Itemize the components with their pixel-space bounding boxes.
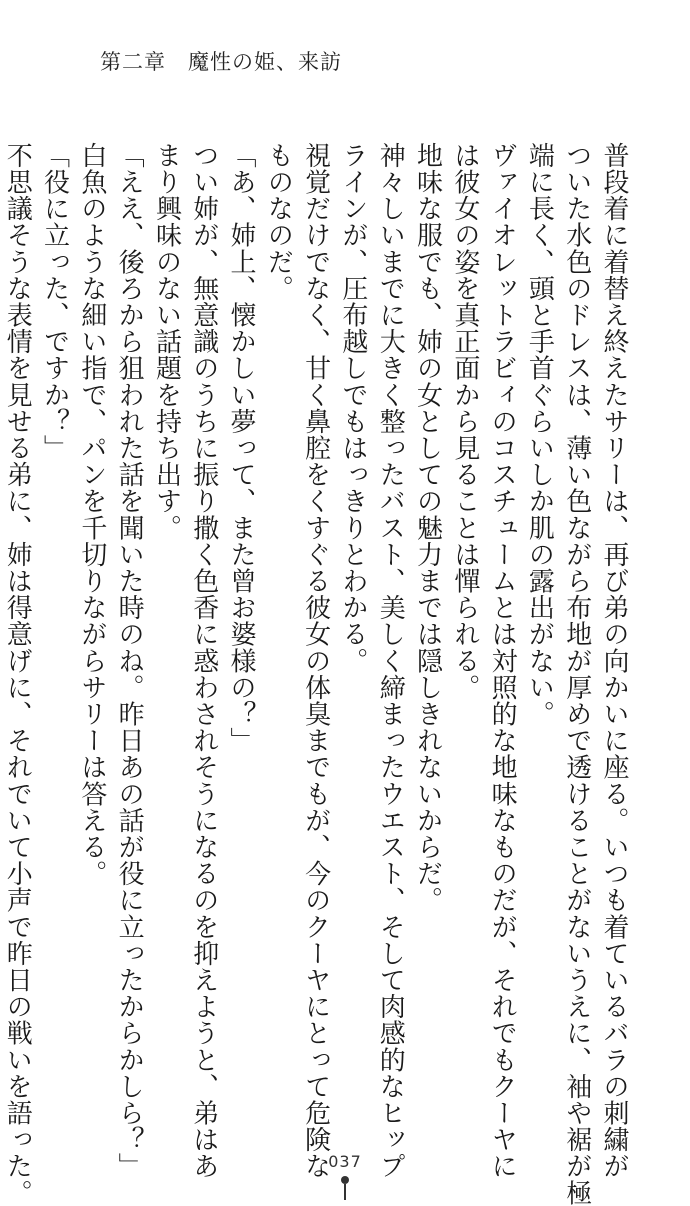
text-line: 端に長く、頭と手首ぐらいしか肌の露出がない。 — [524, 142, 555, 728]
text-line: 「あ、姉上、懐かしい夢って、また曾お婆様の？」 — [226, 142, 257, 754]
text-line: まり興味のない話題を持ち出す。 — [151, 142, 182, 541]
folio-dot — [341, 1176, 349, 1184]
text-line: 不思議そうな表情を見せる弟に、姉は得意げに、それでいて小声で昨日の戦いを語った。 — [2, 142, 33, 1206]
text-line: 地味な服でも、姉の女としての魅力までは隠しきれないからだ。 — [412, 142, 443, 914]
folio-marker-icon — [341, 1176, 349, 1200]
text-line: 「役に立った、ですか？」 — [39, 142, 70, 462]
text-line: ラインが、圧布越しでもはっきりとわかる。 — [337, 142, 368, 674]
text-line: ものなのだ。 — [263, 142, 294, 302]
text-line: 神々しいまでに大きく整ったバスト、美しく締まったウエスト、そして肉感的なヒップ — [375, 142, 406, 1180]
text-line: ついた水色のドレスは、薄い色ながら布地が厚めで透けることがないうえに、袖や裾が極 — [561, 142, 592, 1206]
text-line: つい姉が、無意識のうちに振り撒く色香に惑わされそうになるのを抑えようと、弟はあ — [188, 142, 219, 1180]
text-line: 白魚のような細い指で、パンを千切りながらサリーは答える。 — [76, 142, 107, 887]
text-line: 「ええ、後ろから狙われた話を聞いた時のね。昨日あの話が役に立ったからかしら？」 — [114, 142, 145, 1180]
text-line: 普段着に着替え終えたサリーは、再び弟の向かいに座る。いつも着ているバラの刺繍が — [599, 142, 629, 1180]
page-number: 037 — [328, 1152, 362, 1171]
text-line: は彼女の姿を真正面から見ることは憚られる。 — [449, 142, 480, 701]
running-head: 第二章 魔性の姫、来訪 — [100, 50, 342, 74]
text-line: ヴァイオレットラビィのコスチュームとは対照的な地味なものだが、それでもクーヤに — [487, 142, 518, 1180]
text-line: 視覚だけでなく、甘く鼻腔をくすぐる彼女の体臭までもが、今のクーヤにとって危険な — [300, 142, 331, 1180]
folio-stem — [344, 1184, 346, 1200]
